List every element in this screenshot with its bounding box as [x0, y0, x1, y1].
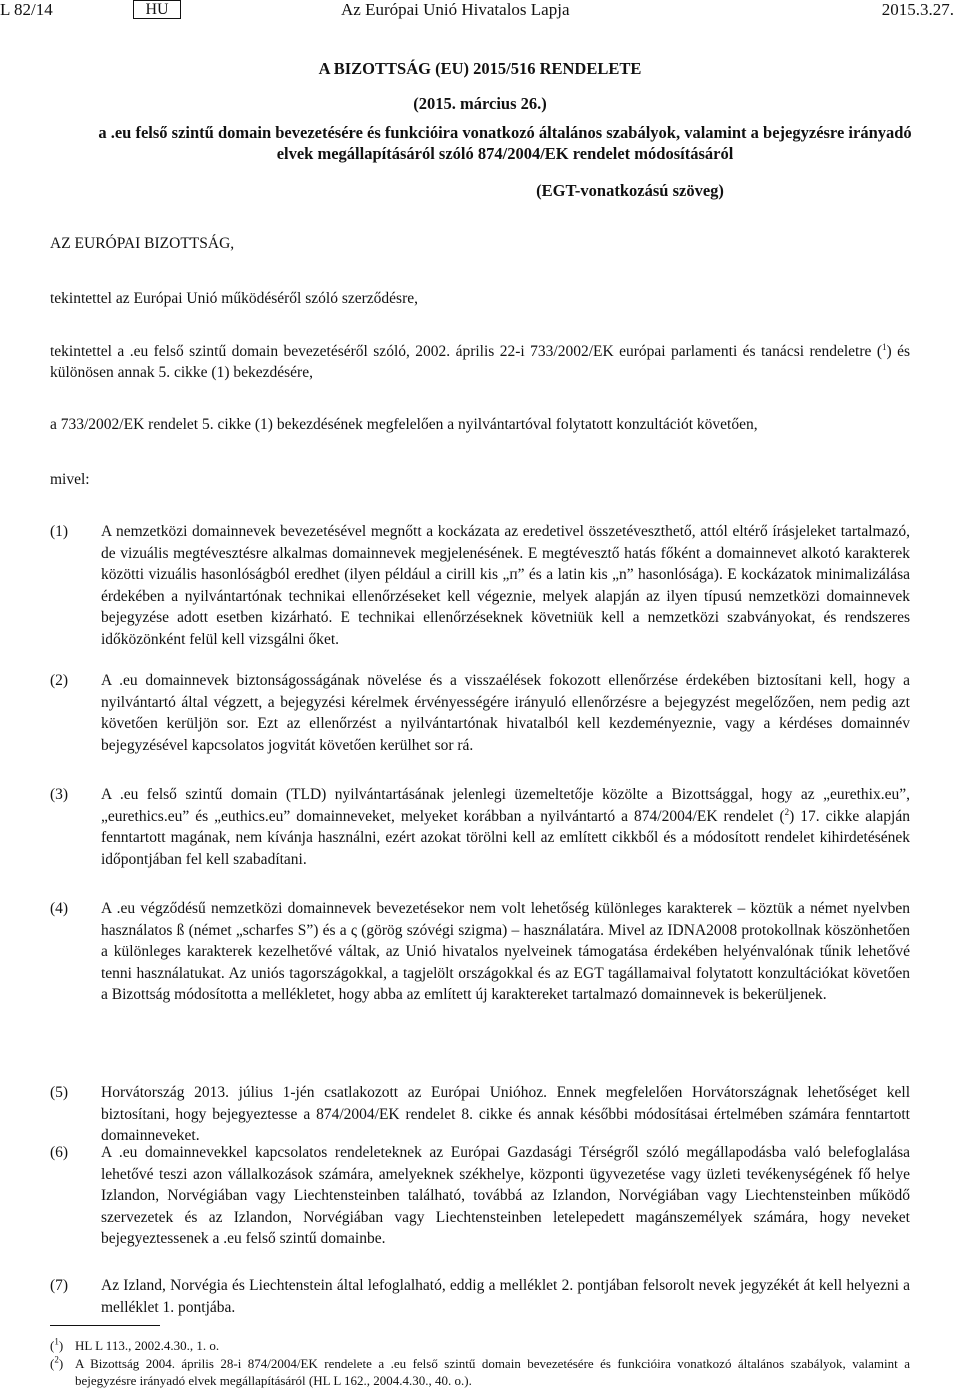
whereas: mivel: — [50, 471, 90, 488]
recital-number: (3) — [50, 786, 69, 803]
recital — [50, 521, 910, 650]
recital-text: A .eu domainnevek biztonságosságának növelése és a visszaélések fokozott ellenőrzése érdekében biztosítani kell, hogy a nyilvántartó által végzett, a bejegyzési kérelmek érvényességére irányuló ellenőrzésre a bejegyzést megelőzően, nem pedig azt követően kerüljön sor. Ezt az ellenőrzést a nyilvántartónak hivatalból kell kezdeményeznie, vagy a kérdéses domainnév bejegyzésével kapcsolatos jogvitát követően kerülhet sor rá. — [101, 672, 910, 754]
page-header — [0, 0, 960, 22]
recital-number: (4) — [50, 900, 69, 917]
recital-number: (2) — [50, 672, 69, 689]
recital-text: A .eu felső szintű domain (TLD) nyilvántartásának jelenlegi üzemeltetője közölte a Bizottsággal, hogy az „eurethix.eu”, „eurethics.eu” és „euthics.eu” domainneveket, melyeket korábban a nyilvántartó a 874/2004/EK rendelet ($^2$) 17. cikke alapján fenntartott magának, nem kívánja használni, ezért azokat törölni kell az említett cikkből és a módosított rendelet kihirdetésének időpontjában fel kell szabadítani. — [101, 786, 910, 868]
recital — [50, 670, 910, 756]
language-badge: HU — [133, 0, 181, 19]
footnote — [50, 1337, 910, 1354]
citation-1: tekintettel az Európai Unió működéséről szóló szerződésre, — [50, 290, 418, 307]
citation-2: tekintettel a .eu felső szintű domain bevezetéséről szóló, 2002. április 22-i 733/2002/EK európai parlamenti és tanácsi rendeletre ($^1$) és különösen annak 5. cikke (1) bekezdésére, — [50, 341, 910, 381]
regulation-date: (2015. március 26.) — [413, 94, 547, 113]
footnote-ref[interactable]: 1 — [882, 341, 887, 352]
recital — [50, 1082, 910, 1147]
publication-date: 2015.3.27. — [881, 0, 954, 19]
footnote-text: A Bizottság 2004. április 28-i 874/2004/EK rendelete a .eu felső szintű domain bevezetésére és funkcióira vonatkozó általános szabályok, valamint a bejegyzésre irányadó elvek megállapításáról (HL L 162., 2004.4.30., 40. o.). — [75, 1356, 910, 1388]
recital — [50, 898, 910, 1006]
recital-text: A .eu végződésű nemzetközi domainnevek bevezetésekor nem volt lehetőség különleges karakterek – köztük a német nyelvben használatos ß (német „scharfes S”) és a ς (görög szóvégi szigma) – használatára. Mivel az IDNA2008 protokollnak köszönhetően a különleges karakterek kezelhetővé váltak, az Unió hivatalos nyelveinek támogatása érdekében helyénvalónak tűnik lehetővé tenni használatukat. Az uniós tagországokkal, a tagjelölt országokkal és az EGT tagállamaival folytatott konzultációkat követően a Bizottság módosította a mellékletet, hogy abba az említett új karaktereket tartalmazó domainnevek is bekerüljenek. — [101, 900, 910, 1003]
footnote — [50, 1355, 910, 1389]
footnote-text: HL L 113., 2002.4.30., 1. o. — [75, 1338, 220, 1353]
recital-text: Horvátország 2013. július 1-jén csatlakozott az Európai Unióhoz. Ennek megfelelően Horvátországnak lehetőséget kell biztosítani, hogy bejegyeztesse a 874/2004/EK rendelet 8. cikke és annak későbbi módosításai értelmében számára fenntartott domainneveket. — [101, 1084, 910, 1144]
recital-text: Az Izland, Norvégia és Liechtenstein által lefoglalható, eddig a melléklet 2. pontjában felsorolt nevek jegyzékét át kell helyezni a melléklet 1. pontjába. — [101, 1277, 910, 1316]
footnote-number: ($^2$) — [50, 1354, 64, 1371]
recital — [50, 1142, 910, 1250]
eea-relevance: (EGT-vonatkozású szöveg) — [536, 181, 724, 200]
footnote-divider — [50, 1325, 160, 1326]
footnote-ref[interactable]: 2 — [784, 806, 790, 817]
regulation-title: A BIZOTTSÁG (EU) 2015/516 RENDELETE — [318, 59, 642, 78]
regulation-subject: a .eu felső szintű domain bevezetésére és funkcióira vonatkozó általános szabályok, valamint a bejegyzésre irányadó elvek megállapításáról szóló 874/2004/EK rendelet módosításáról — [98, 123, 912, 163]
recital-number: (6) — [50, 1144, 69, 1161]
citation-3: a 733/2002/EK rendelet 5. cikke (1) bekezdésének megfelelően a nyilvántartóval folytatott konzultációt követően, — [50, 416, 758, 433]
recital-number: (1) — [50, 523, 69, 540]
footnote-number: ($^1$) — [50, 1336, 64, 1353]
page-number: L 82/14 — [0, 0, 53, 19]
recital-text: A nemzetközi domainnevek bevezetésével megnőtt a kockázata az eredetivel összetéveszthető, attól eltérő írásjeleket tartalmazó, de vizuális megtévesztésre alkalmas domainnevek megjelenésének. E megtévesztő hatás főként a domainnevet alkotó karakterek közötti vizuális hasonlóságból eredhet (ilyen például a cirill kis „п” és a latin kis „n” hasonlósága). E kockázatok minimalizálása érdekében a nyilvántartónak technikai ellenőrzéseket kell végeznie, melyek alapján az ilyen típusú nemzetközi domainnevek bejegyzése adott esetben kizárható. E technikai ellenőrzéseknek követniük kell a nemzetközi szabványokat, és rendszeres időközönként felül kell vizsgálni őket. — [101, 523, 910, 648]
recital — [50, 1275, 910, 1318]
recital-number: (7) — [50, 1277, 69, 1294]
recital-text: A .eu domainnevekkel kapcsolatos rendeleteknek az Európai Gazdasági Térségről szóló megállapodásba való belefoglalása lehetővé teszi azon vállalkozások számára, amelyeknek székhelye, központi ügyvezetése vagy üzleti tevékenységének fő helye Izlandon, Norvégiában vagy Liechtensteinben található, továbbá az Izlandon, Norvégiában vagy Liechtensteinben működő szervezetek és az Izlandon, Norvégiában vagy Liechtensteinben letelepedett magánszemélyek számára, hogy neveket bejegyeztessenek a .eu felső szintű domainbe. — [101, 1144, 910, 1247]
journal-title: Az Európai Unió Hivatalos Lapja — [341, 0, 570, 19]
recital — [50, 784, 910, 870]
recital-number: (5) — [50, 1084, 69, 1101]
institution: AZ EURÓPAI BIZOTTSÁG, — [50, 235, 235, 252]
